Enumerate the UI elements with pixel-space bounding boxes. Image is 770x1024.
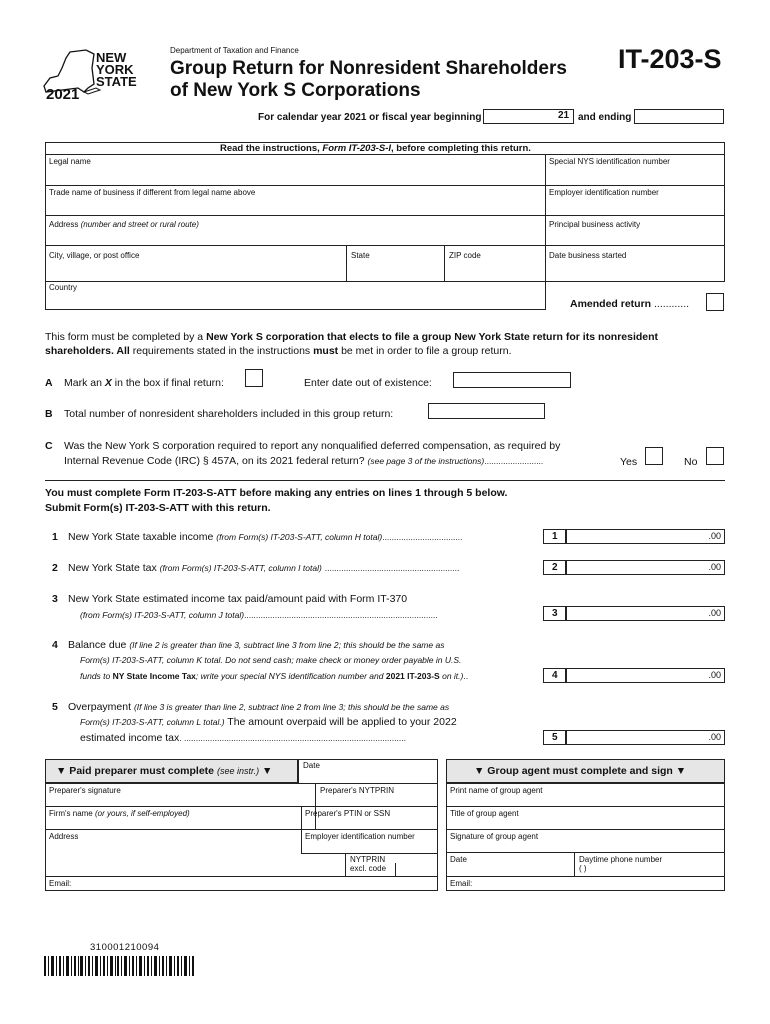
date-out-of-existence-label: Enter date out of existence: xyxy=(304,377,432,389)
line-3-note: (from Form(s) IT-203-S-ATT, column J total).................................................................................. xyxy=(80,610,438,620)
question-c-text-line2: Internal Revenue Code (IRC) § 457A, on its 2021 federal return? (see page 3 of the instructions)......................... xyxy=(64,455,544,467)
line-4-text: Balance due (If line 2 is greater than line 3, subtract line 3 from line 2; this should be the same as xyxy=(68,639,445,651)
preparer-address-label: Address xyxy=(49,832,79,841)
agent-phone-label: Daytime phone number xyxy=(579,855,663,864)
state-logo-text-line2: YORK xyxy=(96,62,134,77)
form-year: 2021 xyxy=(46,86,80,103)
line-5-text: Overpayment (If line 3 is greater than line 2, subtract line 2 from line 3; this should be the same as xyxy=(68,701,450,713)
date-started-label: Date business started xyxy=(549,251,627,260)
preparer-nytprin-field[interactable] xyxy=(316,784,437,806)
question-b-text: Total number of nonresident shareholders included in this group return: xyxy=(64,408,394,420)
preparer-ptin-field[interactable] xyxy=(302,807,437,829)
legal-name-label: Legal name xyxy=(49,157,91,166)
line-1-amount-field[interactable]: .00 xyxy=(566,529,725,544)
deferred-comp-no-checkbox[interactable] xyxy=(706,447,724,465)
preparer-heading: ▼ Paid preparer must complete (see instr.) ▼ xyxy=(56,765,273,777)
nytprin-excl-label: NYTPRIN xyxy=(350,855,386,864)
agent-print-name-label: Print name of group agent xyxy=(450,786,543,795)
excl-code-label: excl. code xyxy=(350,864,387,873)
agent-signature-field[interactable] xyxy=(447,830,724,852)
question-c-text-line1: Was the New York S corporation required to report any nonqualified deferred compensation, as required by xyxy=(64,440,561,452)
line-2-number: 2 xyxy=(52,562,58,574)
line-5-note-3: estimated income tax. .............................................................................................. xyxy=(80,732,406,744)
fiscal-year-suffix: 21 xyxy=(558,110,570,121)
preparer-email-field[interactable] xyxy=(70,877,437,890)
line-4-amount-field[interactable]: .00 xyxy=(566,668,725,683)
preparer-ptin-label: Preparer's PTIN or SSN xyxy=(305,809,391,818)
agent-signature-label: Signature of group agent xyxy=(450,832,539,841)
line-3-text: New York State estimated income tax paid/amount paid with Form IT-370 xyxy=(68,593,408,605)
preparer-email-label: Email: xyxy=(49,879,72,888)
barcode xyxy=(44,956,194,976)
question-a-letter: A xyxy=(45,377,53,389)
line-5-number: 5 xyxy=(52,701,58,713)
principal-activity-label: Principal business activity xyxy=(549,220,641,229)
intro-line2: shareholders. All requirements stated in the instructions must be met in order to file a group return. xyxy=(45,345,512,357)
country-field[interactable] xyxy=(46,282,544,309)
preparer-date-label: Date xyxy=(303,761,320,770)
no-label: No xyxy=(684,456,698,468)
fiscal-year-ending-field[interactable] xyxy=(634,109,724,124)
zip-label: ZIP code xyxy=(449,251,481,260)
form-number: IT-203-S xyxy=(618,44,722,74)
line-5-box-number: 5 xyxy=(543,730,566,745)
question-c-letter: C xyxy=(45,440,53,452)
firm-name-field[interactable] xyxy=(46,807,300,829)
form-title-line1: Group Return for Nonresident Shareholders xyxy=(170,58,567,79)
line-3-amount-field[interactable]: .00 xyxy=(566,606,725,621)
amended-return-checkbox[interactable] xyxy=(706,293,724,311)
state-logo-text-line1: NEW xyxy=(96,50,127,65)
deferred-comp-yes-checkbox[interactable] xyxy=(645,447,663,465)
date-out-of-existence-field[interactable] xyxy=(453,372,571,388)
line-1-box-number: 1 xyxy=(543,529,566,544)
country-label: Country xyxy=(49,283,78,292)
final-return-checkbox[interactable] xyxy=(245,369,263,387)
address-field[interactable] xyxy=(46,216,544,245)
department-name: Department of Taxation and Finance xyxy=(170,46,299,55)
city-field[interactable] xyxy=(46,246,345,281)
ein-field[interactable] xyxy=(546,186,723,215)
line-2-box-number: 2 xyxy=(543,560,566,575)
agent-date-field[interactable] xyxy=(447,853,573,876)
line-1-number: 1 xyxy=(52,531,58,543)
agent-title-field[interactable] xyxy=(447,807,724,829)
preparer-signature-field[interactable] xyxy=(46,784,314,806)
question-a-text: Mark an X in the box if final return: xyxy=(64,377,224,389)
must-complete-line1: You must complete Form IT-203-S-ATT before making any entries on lines 1 through 5 below. xyxy=(45,487,508,499)
principal-activity-field[interactable] xyxy=(546,216,723,245)
legal-name-field[interactable] xyxy=(46,155,544,185)
trade-name-field[interactable] xyxy=(46,186,544,215)
date-started-field[interactable] xyxy=(546,246,723,281)
preparer-signature-label: Preparer's signature xyxy=(49,786,121,795)
agent-date-label: Date xyxy=(450,855,467,864)
zip-field[interactable] xyxy=(445,246,544,281)
special-id-label: Special NYS identification number xyxy=(549,157,670,166)
line-4-note-3: funds to NY State Income Tax; write your special NYS identification number and 2021 IT-203-S on it.).. xyxy=(80,671,469,681)
line-2-text: New York State tax (from Form(s) IT-203-S-ATT, column I total) ......................................................... xyxy=(68,562,460,574)
agent-email-field[interactable] xyxy=(472,877,724,890)
line-4-box-number: 4 xyxy=(543,668,566,683)
intro-line1: This form must be completed by a New York S corporation that elects to file a group New York State return for its nonresident xyxy=(45,331,659,343)
agent-heading: ▼ Group agent must complete and sign ▼ xyxy=(474,765,687,777)
state-field[interactable] xyxy=(347,246,443,281)
line-1-text: New York State taxable income (from Form(s) IT-203-S-ATT, column H total).................................. xyxy=(68,531,463,543)
state-label: State xyxy=(351,251,370,260)
special-id-field[interactable] xyxy=(546,155,723,185)
city-label: City, village, or post office xyxy=(49,251,140,260)
agent-phone-field[interactable]: ( ) xyxy=(579,864,587,873)
agent-print-name-field[interactable] xyxy=(447,784,724,806)
preparer-address-field[interactable] xyxy=(46,830,300,876)
preparer-ein-label: Employer identification number xyxy=(305,832,415,841)
yes-label: Yes xyxy=(620,456,638,468)
and-ending-label: and ending xyxy=(578,112,632,123)
amended-return-label: Amended return ............ xyxy=(570,298,690,310)
agent-email-label: Email: xyxy=(450,879,473,888)
line-2-amount-field[interactable]: .00 xyxy=(566,560,725,575)
nytprin-excl-code-field[interactable] xyxy=(395,863,415,876)
read-instructions-note: Read the instructions, Form IT-203-S-I, before completing this return. xyxy=(220,143,531,154)
firm-name-label: Firm's name (or yours, if self-employed) xyxy=(49,809,190,818)
ein-label: Employer identification number xyxy=(549,188,659,197)
line-5-amount-field[interactable]: .00 xyxy=(566,730,725,745)
must-complete-line2: Submit Form(s) IT-203-S-ATT with this return. xyxy=(45,502,271,514)
preparer-ein-field[interactable] xyxy=(302,830,437,853)
state-logo-text-line3: STATE xyxy=(96,74,137,89)
trade-name-label: Trade name of business if different from legal name above xyxy=(49,188,256,197)
calendar-year-label: For calendar year 2021 or fiscal year beginning xyxy=(258,112,482,123)
line-3-number: 3 xyxy=(52,593,58,605)
line-4-number: 4 xyxy=(52,639,58,651)
address-label: Address (number and street or rural route) xyxy=(49,220,199,229)
line-4-note-2: Form(s) IT-203-S-ATT, column K total. Do not send cash; make check or money order payable in U.S. xyxy=(80,655,462,665)
preparer-nytprin-label: Preparer's NYTPRIN xyxy=(320,786,394,795)
agent-title-label: Title of group agent xyxy=(450,809,519,818)
question-b-letter: B xyxy=(45,408,53,420)
line-3-box-number: 3 xyxy=(543,606,566,621)
nonresident-shareholders-count-field[interactable] xyxy=(428,403,545,419)
form-title-line2: of New York S Corporations xyxy=(170,80,421,101)
preparer-date-field[interactable] xyxy=(299,760,437,783)
line-5-note-2: Form(s) IT-203-S-ATT, column L total.) The amount overpaid will be applied to your 2022 xyxy=(80,716,457,728)
barcode-number: 310001210094 xyxy=(90,942,160,953)
